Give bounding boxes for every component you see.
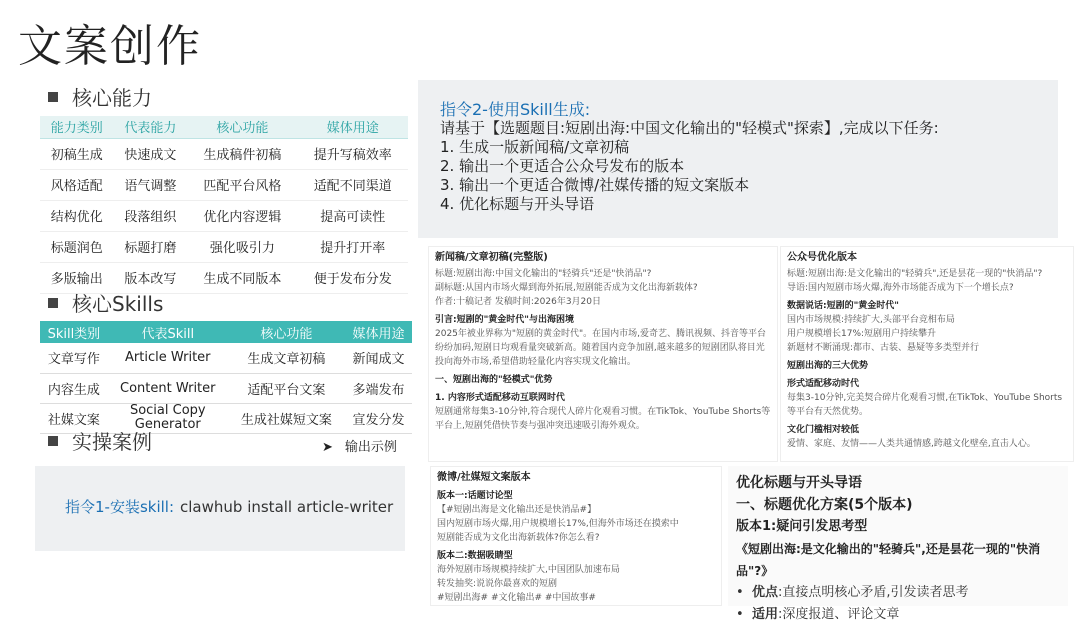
bullet-square-icon xyxy=(48,92,58,102)
optim-subheading: 一、标题优化方案(5个版本) xyxy=(736,497,913,513)
table-header: 媒体用途 xyxy=(298,116,408,138)
title-optimization-card xyxy=(728,466,1068,622)
list-item: • 优点:直接点明核心矛盾,引发读者思考 xyxy=(736,585,969,600)
prompt2-box xyxy=(418,80,1058,238)
table-row: 结构优化 段落组织 优化内容逻辑 提高可读性 xyxy=(40,200,408,231)
bullet-square-icon xyxy=(48,298,58,308)
section-case-study xyxy=(48,426,152,455)
prompt2-intro: 请基于【选题题目:短剧出海:中国文化输出的"轻模式"探索】,完成以下任务: xyxy=(440,119,939,137)
section-core-skills xyxy=(48,288,163,317)
table-header: Skill类别 xyxy=(40,321,108,343)
optim-heading: 优化标题与开头导语 xyxy=(736,475,862,491)
table-row: 风格适配 语气调整 匹配平台风格 适配不同渠道 xyxy=(40,169,408,200)
arrow-right-icon: ➤ xyxy=(322,440,333,455)
bullet-square-icon xyxy=(48,436,58,446)
optim-quote: 《短剧出海:是文化输出的"轻骑兵",还是昙花一现的"快消品"?》 xyxy=(736,542,1041,578)
prompt2-item: 4. 优化标题与开头导语 xyxy=(440,195,595,213)
table-row: 社媒文案 Social Copy Generator 生成社媒短文案 宣发分发 xyxy=(40,403,412,433)
section-label: 核心Skills xyxy=(72,292,164,316)
table-row: 文章写作 Article Writer 生成文章初稿 新闻成文 xyxy=(40,343,412,373)
table-header: 代表Skill xyxy=(108,321,228,343)
wechat-version-card: 公众号优化版本 标题:短剧出海:是文化输出的"轻骑兵",还是昙花一现的"快消品"? 导语:国内短剧市场火爆,海外市场能否成为下一个增长点? 数据说话:短剧的"黄金时代" 国内市场规模:持续扩大,头部平台竞相布局 用户规模增长17%:短剧用户持续攀升 新题材不断涌现:都市、古装、悬疑等多类型并行 短剧出海的三大优势 形式适配移动时代 每集3-10分钟,完美契合碎片化观看习惯,在TikTok、YouTube Shorts等平台有天然优势。 文化门槛相对较低 爱情、家庭、友情——人类共通情感,跨越文化壁垒,直击人心。 xyxy=(780,246,1074,462)
news-draft-card: 新闻稿/文章初稿(完整版) 标题:短剧出海:中国文化输出的"轻骑兵"还是"快消品"? 副标题:从国内市场火爆到海外拓展,短剧能否成为文化出海新载体? 作者:十稿记者 发稿时间:2026年3月20日 引言:短剧的"黄金时代"与出海困境 2025年被业界称为"短剧的黄金时代"。在国内市场,爱奇艺、腾讯视频、抖音等平台纷纷加码,短剧日均观看量突破新高。随着国内竞争加剧,越来越多的短剧团队将目光投向海外市场,希望借助轻量化内容实现文化输出。 一、短剧出海的"轻模式"优势 1. 内容形式适配移动互联网时代 短剧通常每集3-10分钟,符合现代人碎片化观看习惯。在TikTok、YouTube Shorts等平台上,短剧凭借快节奏与强冲突迅速吸引海外观众。 xyxy=(428,246,778,462)
table-header: 核心功能 xyxy=(228,321,345,343)
prompt2-title: 指令2-使用Skill生成: xyxy=(440,100,591,119)
prompt2-item: 2. 输出一个更适合公众号发布的版本 xyxy=(440,157,685,175)
list-item: • 适用:深度报道、评论文章 xyxy=(736,607,900,622)
optim-version: 版本1:疑问引发思考型 xyxy=(736,519,868,534)
page-title: 文案创作 xyxy=(18,21,202,72)
section-label: 实操案例 xyxy=(72,430,152,454)
skills-table xyxy=(40,321,412,434)
section-core-abilities xyxy=(48,82,152,111)
prompt2-item: 1. 生成一版新闻稿/文章初稿 xyxy=(440,138,630,156)
prompt1-label: 指令1-安装skill: xyxy=(65,498,175,516)
table-header: 代表能力 xyxy=(114,116,188,138)
table-header: 媒体用途 xyxy=(345,321,412,343)
section-label: 核心能力 xyxy=(72,86,152,110)
table-row: 标题润色 标题打磨 强化吸引力 提升打开率 xyxy=(40,231,408,262)
bullet-dot-icon: • xyxy=(736,607,752,622)
table-row: 初稿生成 快速成文 生成稿件初稿 提升写稿效率 xyxy=(40,138,408,169)
table-row: 多版输出 版本改写 生成不同版本 便于发布分发 xyxy=(40,262,408,293)
table-row: 内容生成 Content Writer 适配平台文案 多端发布 xyxy=(40,373,412,403)
prompt1-command: clawhub install article-writer xyxy=(180,498,394,516)
table-header: 能力类别 xyxy=(40,116,114,138)
output-example-label: ➤ 输出示例 xyxy=(322,440,397,455)
abilities-table xyxy=(40,116,408,294)
bullet-dot-icon: • xyxy=(736,585,752,600)
table-header: 核心功能 xyxy=(187,116,297,138)
prompt1-box xyxy=(35,466,405,551)
prompt2-item: 3. 输出一个更适合微博/社媒传播的短文案版本 xyxy=(440,176,750,194)
weibo-version-card: 微博/社媒短文案版本 版本一:话题讨论型 【#短剧出海是文化输出还是快消品#】 国内短剧市场火爆,用户规模增长17%,但海外市场还在摸索中 短剧能否成为文化出海新载体?你怎么看? 版本二:数据吸睛型 海外短剧市场规模持续扩大,中国团队加速布局 转发抽奖:说说你最喜欢的短剧 #短剧出海# #文化输出# #中国故事# xyxy=(430,466,722,606)
